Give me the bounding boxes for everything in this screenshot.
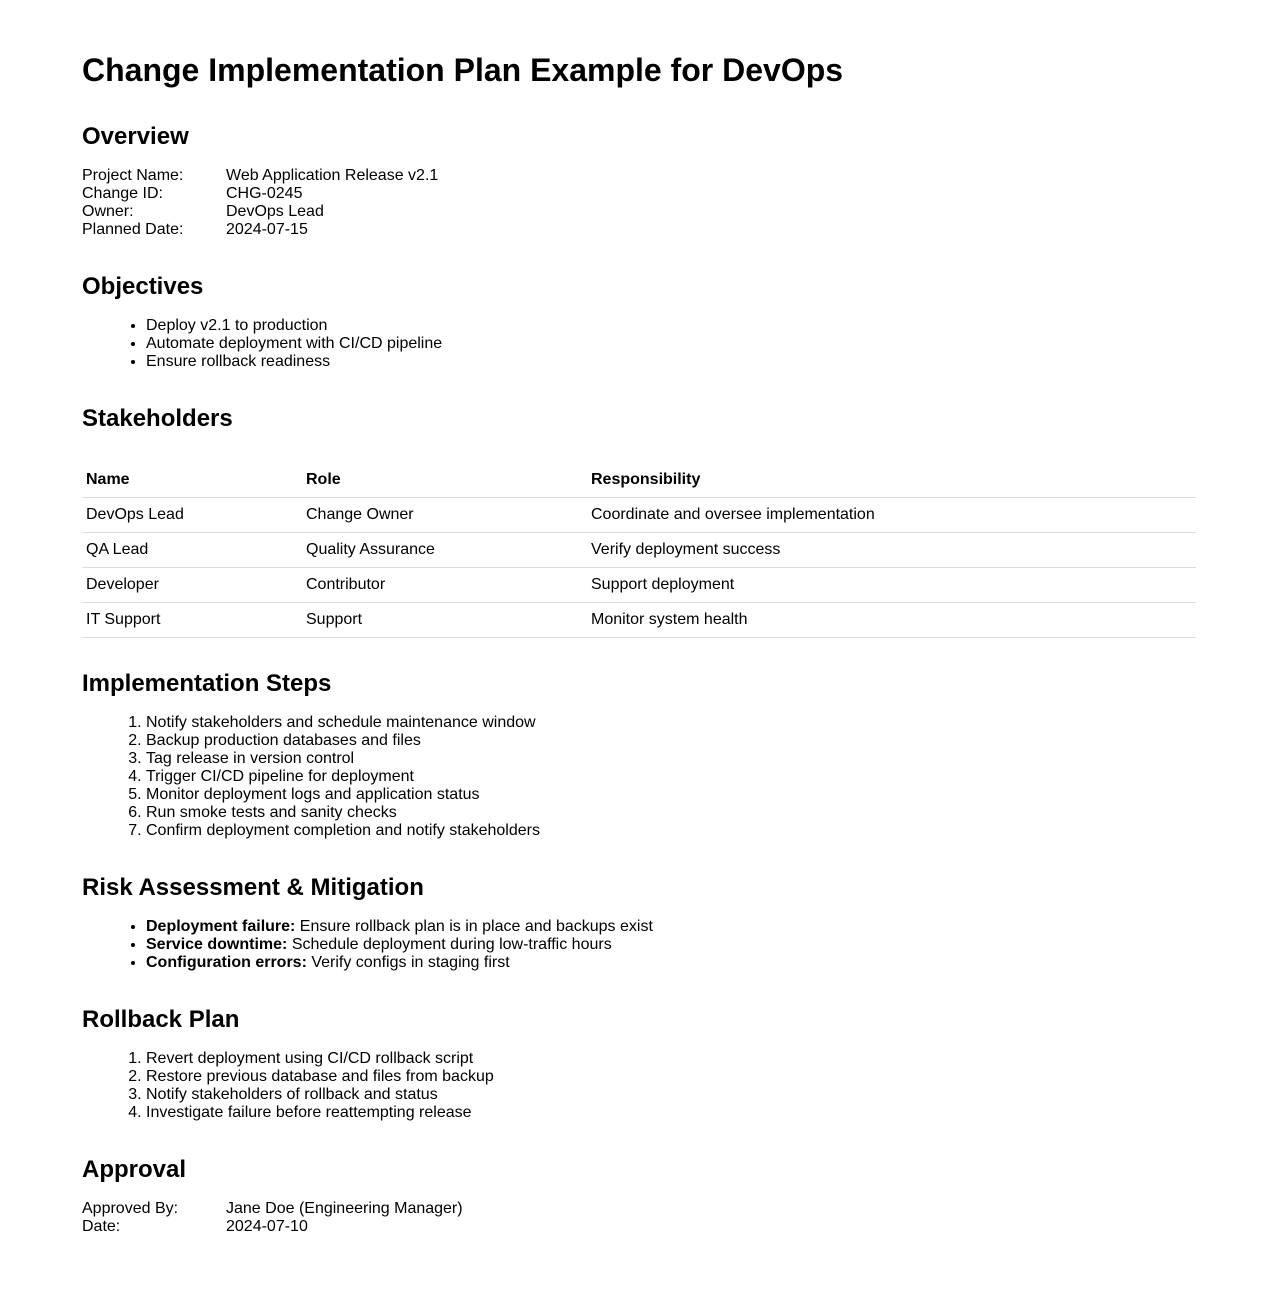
list-item: 3. Notify stakeholders of rollback and status — [146, 1086, 1196, 1104]
overview-value: CHG-0245 — [226, 185, 303, 202]
list-item: • Automate deployment with CI/CD pipeline — [146, 335, 1196, 353]
overview-key: Change ID: — [82, 185, 163, 202]
list-item: 4. Investigate failure before reattempting release — [146, 1104, 1196, 1122]
list-item — [146, 936, 1196, 954]
approval-key: Approved By: — [82, 1200, 179, 1217]
list-item: 2. Restore previous database and files from backup — [146, 1068, 1196, 1086]
cell-responsibility: Monitor system health — [587, 603, 1196, 638]
page-title: Change Implementation Plan Example for DevOps — [82, 52, 844, 88]
implementation-steps-list — [82, 714, 1196, 840]
cell-responsibility: Coordinate and oversee implementation — [587, 498, 1196, 533]
stakeholders-section — [82, 405, 1196, 638]
rollback-steps-list — [82, 1050, 1196, 1122]
list-item — [146, 954, 1196, 972]
rollback-section — [82, 1006, 1196, 1122]
rollback-heading: Rollback Plan — [82, 1006, 240, 1033]
overview-heading: Overview — [82, 123, 189, 150]
list-item: 1. Revert deployment using CI/CD rollback script — [146, 1050, 1196, 1068]
cell-responsibility: Support deployment — [587, 568, 1196, 603]
overview-value: DevOps Lead — [226, 203, 324, 220]
overview-details — [82, 167, 1196, 239]
risk-section — [82, 874, 1196, 972]
risk-text: Ensure rollback plan is in place and backups exist — [295, 918, 653, 935]
table-row — [82, 533, 1196, 568]
cell-role: Contributor — [302, 568, 587, 603]
risk-label: Service downtime: — [146, 936, 288, 953]
approval-key: Date: — [82, 1218, 121, 1235]
table-header-row — [82, 463, 1196, 498]
cell-role: Support — [302, 603, 587, 638]
list-item: 1. Notify stakeholders and schedule maintenance window — [146, 714, 1196, 732]
objectives-list — [82, 317, 1196, 371]
table-row — [82, 498, 1196, 533]
overview-key: Project Name: — [82, 167, 184, 184]
risk-heading: Risk Assessment & Mitigation — [82, 874, 424, 901]
risk-text: Schedule deployment during low-traffic hours — [287, 936, 612, 953]
column-header-role: Role — [302, 463, 587, 498]
column-header-name: Name — [82, 463, 302, 498]
list-item: 6. Run smoke tests and sanity checks — [146, 804, 1196, 822]
list-item: 3. Tag release in version control — [146, 750, 1196, 768]
objectives-heading: Objectives — [82, 273, 204, 300]
cell-role: Change Owner — [302, 498, 587, 533]
risk-label: Deployment failure: — [146, 918, 296, 935]
stakeholders-heading: Stakeholders — [82, 405, 233, 432]
cell-name: Developer — [82, 568, 302, 603]
list-item: • Ensure rollback readiness — [146, 353, 1196, 371]
risk-label: Configuration errors: — [146, 954, 307, 971]
overview-key: Owner: — [82, 203, 134, 220]
objectives-section — [82, 273, 1196, 371]
list-item: • Deploy v2.1 to production — [146, 317, 1196, 335]
approval-section — [82, 1156, 1196, 1236]
approval-value: Jane Doe (Engineering Manager) — [226, 1200, 463, 1217]
approval-details — [82, 1200, 1196, 1236]
list-item: 5. Monitor deployment logs and application status — [146, 786, 1196, 804]
list-item: 7. Confirm deployment completion and notify stakeholders — [146, 822, 1196, 840]
list-item: 2. Backup production databases and files — [146, 732, 1196, 750]
risk-text: Verify configs in staging first — [306, 954, 510, 971]
approval-heading: Approval — [82, 1156, 187, 1183]
overview-key: Planned Date: — [82, 221, 184, 238]
implementation-heading: Implementation Steps — [82, 670, 332, 697]
overview-section — [82, 123, 1196, 239]
cell-name: QA Lead — [82, 533, 302, 568]
stakeholders-table — [82, 463, 1196, 638]
column-header-responsibility: Responsibility — [587, 463, 1196, 498]
cell-name: IT Support — [82, 603, 302, 638]
list-item: 4. Trigger CI/CD pipeline for deployment — [146, 768, 1196, 786]
cell-name: DevOps Lead — [82, 498, 302, 533]
overview-value: 2024-07-15 — [226, 221, 308, 238]
table-row — [82, 603, 1196, 638]
implementation-section — [82, 670, 1196, 840]
cell-role: Quality Assurance — [302, 533, 587, 568]
list-item — [146, 918, 1196, 936]
overview-value: Web Application Release v2.1 — [226, 167, 439, 184]
cell-responsibility: Verify deployment success — [587, 533, 1196, 568]
approval-value: 2024-07-10 — [226, 1218, 308, 1235]
table-row — [82, 568, 1196, 603]
risk-list — [82, 918, 1196, 972]
